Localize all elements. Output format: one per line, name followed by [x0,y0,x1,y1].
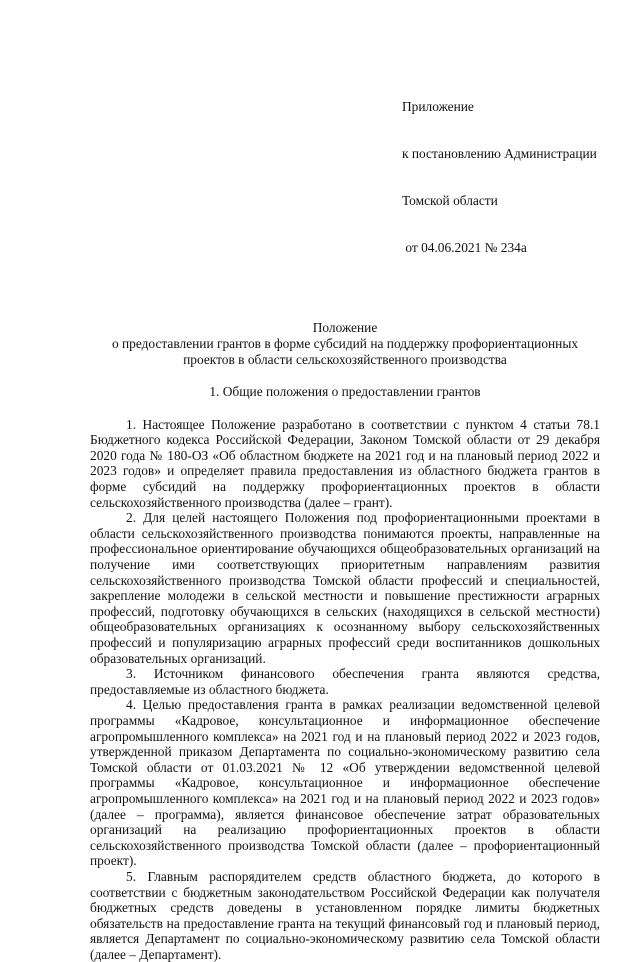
paragraph-5: 5. Главным распорядителем средств областного бюджета, до которого в соответствии с бюджетным законодательством Российской Федерации как получателя бюджетных средств доведены в установленном порядке лимиты бюджетных обязательств на предоставление гранта на текущий финансовый год и плановый период, является Департамент по социально-экономическому развитию села Томской области (далее – Департамент). [90,868,600,962]
title-line: проектов в области сельскохозяйственного производства [183,351,507,367]
document-title [90,320,600,367]
appendix-block [402,68,600,286]
title-line: Положение [312,320,378,336]
paragraph-2: 2. Для целей настоящего Положения под профориентационными проектами в области сельскохозяйственного производства понимаются проекты, направленные на профессиональное ориентирование обучающихся общеобразовательных организаций на получение ими соответствующих приоритетным направлениям развития сельскохозяйственного производства Томской области профессий и специальностей, закрепление молодежи в сельской местности и повышение престижности аграрных профессий, подготовку обучающихся в сельских (находящихся в сельской местности) общеобразовательных организациях к осознанному выбору сельскохозяйственных профессий и популяризацию аграрных профессий среди воспитанников дошкольных образовательных организаций. [90,510,600,666]
paragraph-1: 1. Настоящее Положение разработано в соответствии с пунктом 4 статьи 78.1 Бюджетного кодекса Российской Федерации, Законом Томской области от 29 декабря 2020 года № 180-ОЗ «Об областном бюджете на 2021 год и на плановый период 2022 и 2023 годов» и определяет правила предоставления из областного бюджета грантов в форме субсидий на поддержку профориентационных проектов в области сельскохозяйственного производства (далее – грант). [90,416,600,510]
appendix-line: Томской области [402,192,498,208]
title-line: о предоставлении грантов в форме субсидий на поддержку профориентационных [111,335,579,351]
appendix-date-line: от 04.06.2021 № 234а [402,239,527,255]
appendix-line: Приложение [402,99,474,115]
paragraph-4: 4. Целью предоставления гранта в рамках реализации ведомственной целевой программы «Кадровое, консультационное и информационное обеспечение агропромышленного комплекса» на 2021 год и на плановый период 2022 и 2023 годов, утвержденной приказом Департамента по социально-экономическому развитию села Томской области от 01.03.2021 № 12 «Об утверждении ведомственной целевой программы «Кадровое, консультационное и информационное обеспечение агропромышленного комплекса» на 2021 год и на плановый период 2022 и 2023 годов» (далее – программа), является финансовое обеспечение затрат образовательных организаций на реализацию профориентационных проектов в области сельскохозяйственного производства Томской области (далее – профориентационный проект). [90,697,600,869]
paragraph-3: 3. Источником финансового обеспечения гранта являются средства, предоставляемые из областного бюджета. [90,666,600,697]
section-heading: 1. Общие положения о предоставлении грантов [209,384,481,400]
appendix-line: к постановлению Администрации [402,145,597,161]
